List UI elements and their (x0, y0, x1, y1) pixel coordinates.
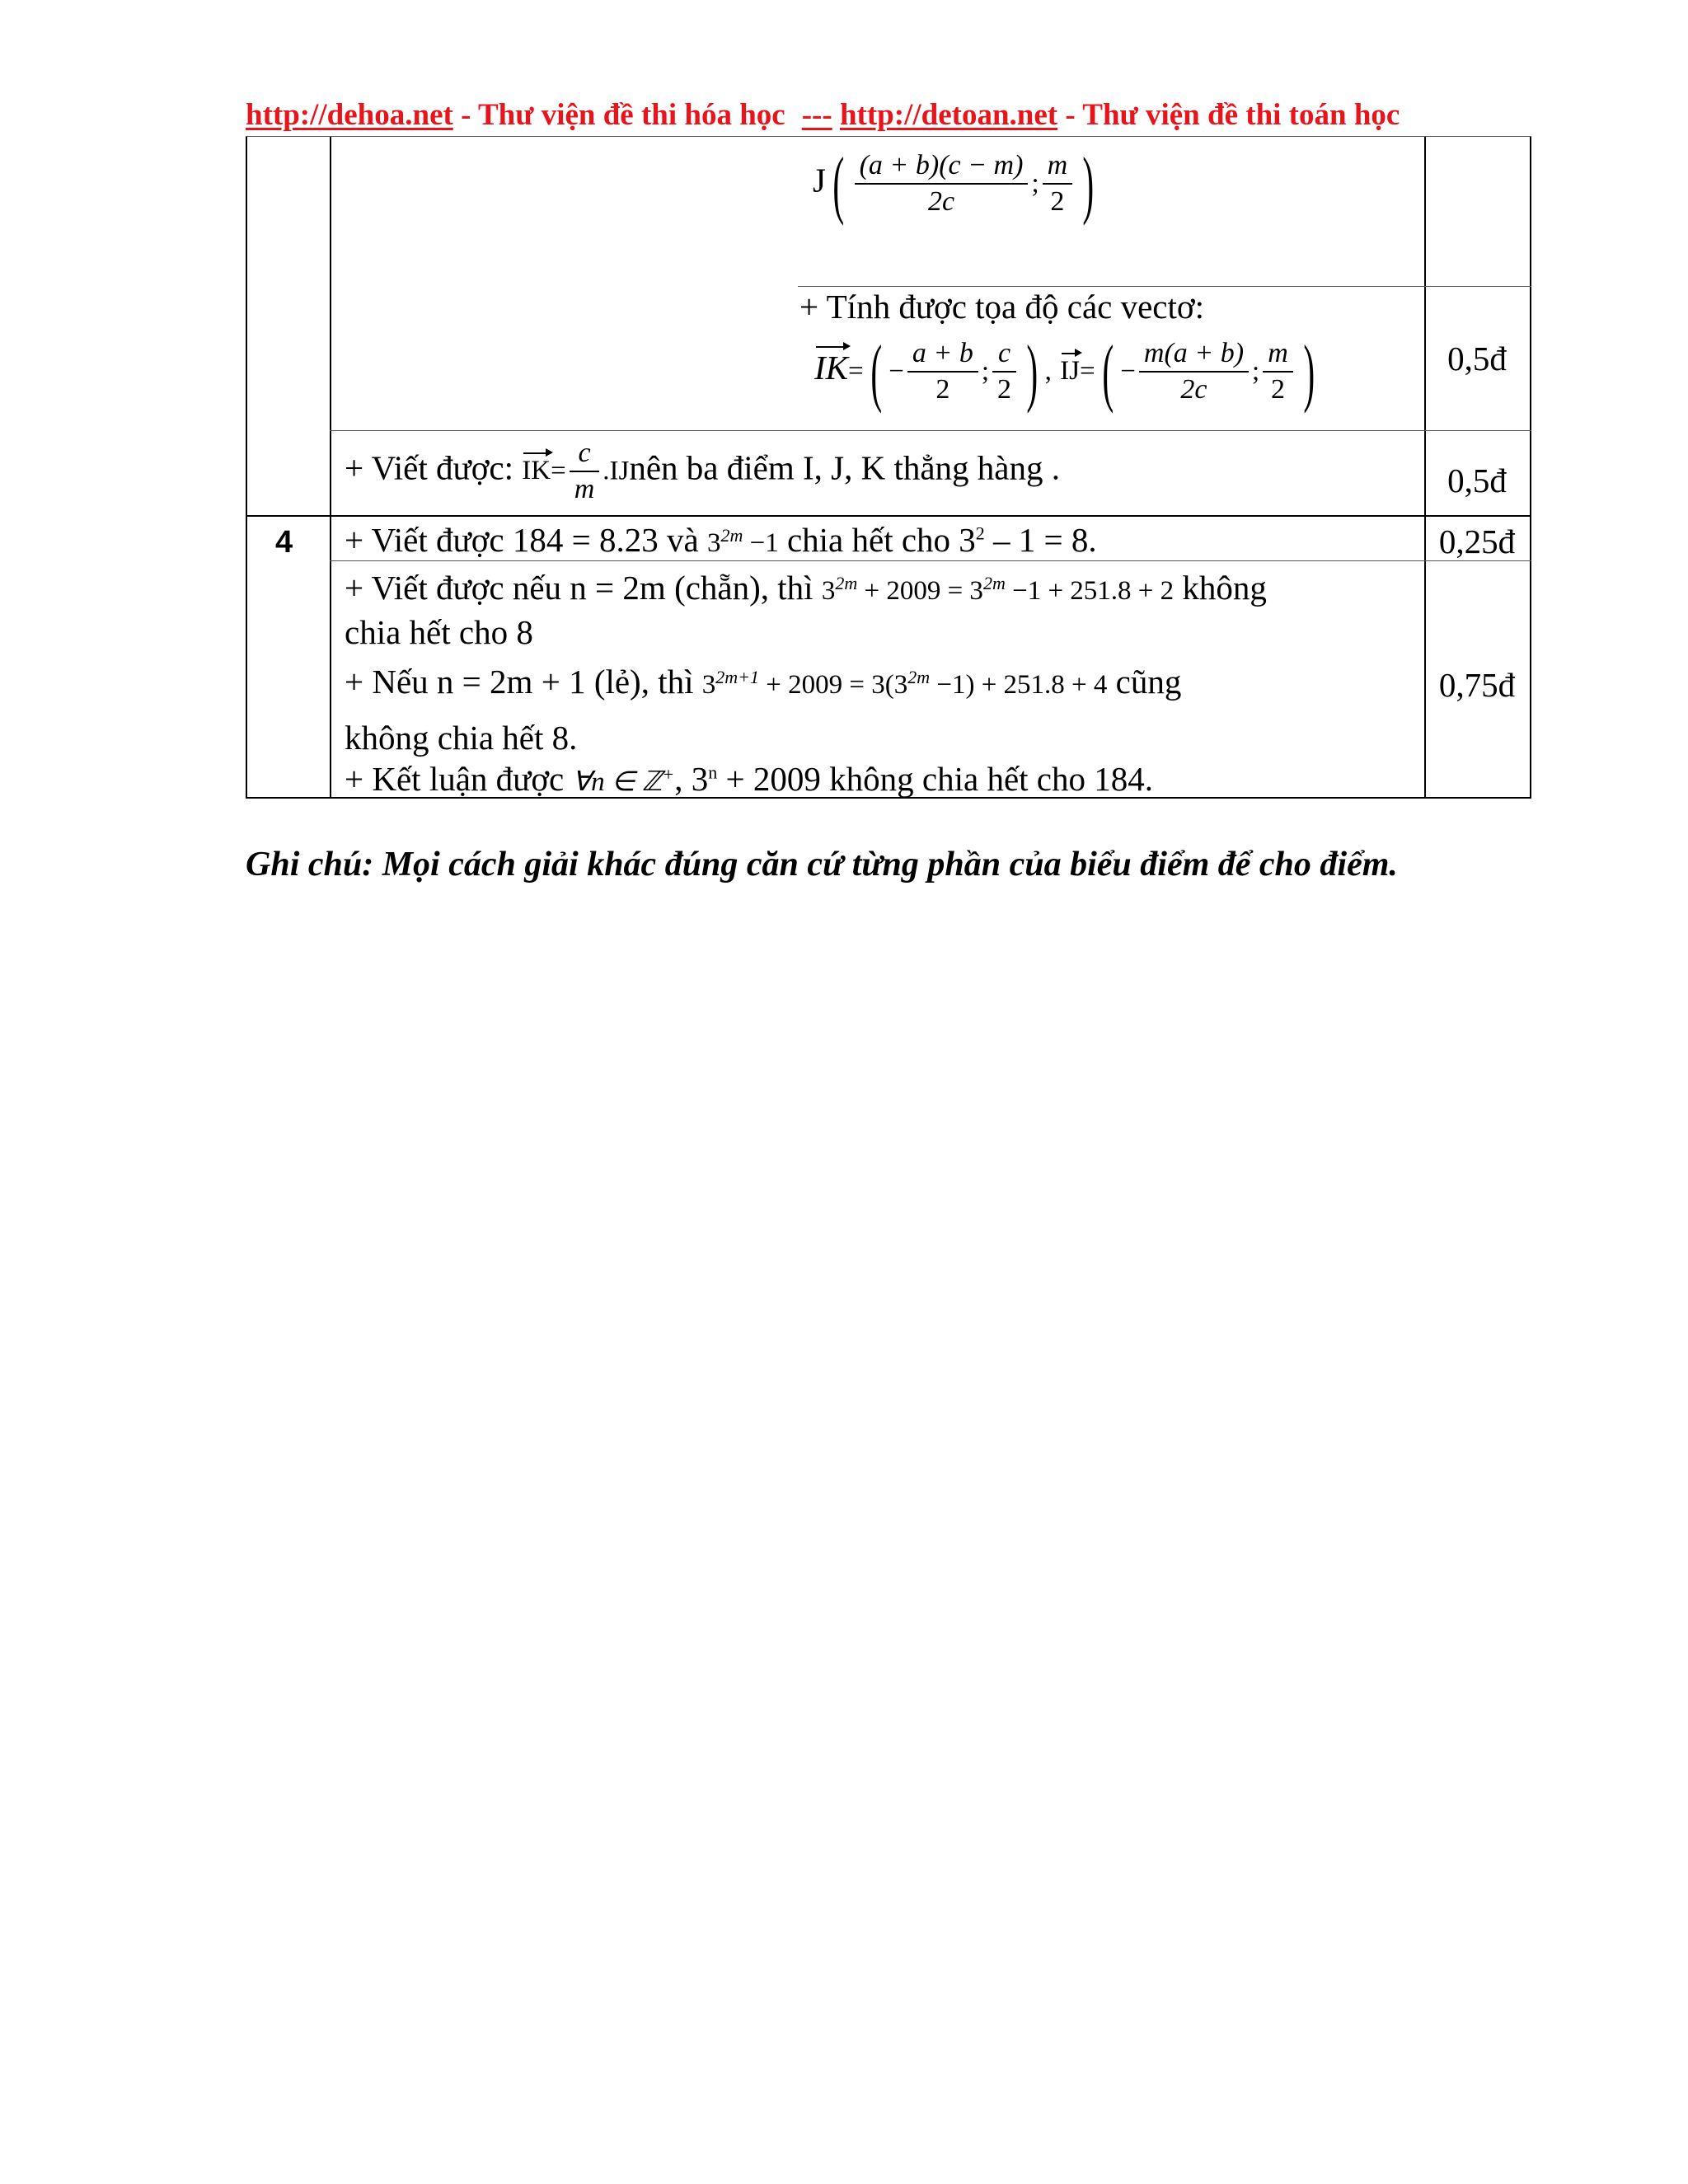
vectors-comma: , (1044, 356, 1052, 387)
vector-ij-label: IJ (1060, 356, 1080, 387)
footnote: Ghi chú: Mọi cách giải khác đúng căn cứ từng phần của biểu điểm để cho điểm. (246, 846, 1398, 883)
vectors-formula: IK=( − $\frac{a + b}{2}$ ; $\frac{c}{2}$ ) , IJ=( − $\frac{m(a + b)}{2c}$ ; $\frac{m}{2}$ ) (814, 330, 1315, 414)
ij-frac-den: 2c (1180, 374, 1207, 405)
q4-line1-tail: −1 (743, 528, 779, 558)
table-inner-rule-1 (798, 286, 1531, 287)
q4-line1-b: chia hết cho 3 (778, 521, 976, 559)
q4-line6-b: , 3 (674, 760, 709, 798)
ik-frac-den: 2 (935, 374, 950, 405)
q4-line4 (345, 665, 1181, 699)
j-coordinate: J( $\frac{(a + b)(c - m)}{2c}$ ; $\frac{m}{2}$ ) (813, 142, 1095, 226)
header-text-dehoa: - Thư viện đề thi hóa học (452, 98, 785, 132)
table-border-left-lower (246, 515, 247, 799)
j-frac2-den: 2 (1050, 186, 1065, 217)
q4-line1-c: – 1 = 8. (984, 521, 1097, 559)
vectors-intro: + Tính được tọa độ các vectơ: (799, 288, 1204, 326)
question-number-4: 4 (275, 525, 293, 560)
table-row-divider-q4 (246, 515, 1531, 517)
q4-line6-a: + Kết luận được (345, 760, 573, 798)
j-sep: ; (1031, 168, 1039, 199)
header-text-detoan: - Thư viện đề thi toán học (1057, 98, 1400, 132)
vector-ik-minus: − (889, 356, 904, 387)
table-top-border (246, 136, 1531, 137)
q4-line4-a: + Nếu n = 2m + 1 (lẻ), thì (345, 663, 702, 701)
ik-frac2-num: c (992, 340, 1016, 373)
q4-line5: không chia hết 8. (345, 719, 578, 757)
q4-line2 (345, 571, 1267, 605)
vector-ik-eq: = (848, 356, 864, 387)
q4-line1-exp: 2m (720, 525, 743, 546)
q4-line6-m-exp: + (662, 764, 675, 785)
q4-line1-a: + Viết được 184 = 8.23 và (345, 521, 707, 559)
q4-line1-base: 3 (706, 528, 721, 558)
header-link-detoan[interactable]: http://detoan.net (839, 98, 1058, 132)
j-frac-den: 2c (927, 186, 955, 217)
collinear-frac-den: m (574, 474, 595, 504)
q4-line4-b: cũng (1107, 663, 1182, 701)
score-vectors: 0,5đ (1447, 340, 1507, 377)
q4-line2-b: không (1174, 569, 1267, 607)
answer-table (246, 136, 1531, 799)
collinear-suffix: nên ba điểm I, J, K thẳng hàng . (629, 448, 1060, 487)
q4-line2-m1-exp: 2m (835, 573, 858, 593)
q4-line1-b-exp: 2 (975, 523, 985, 544)
j-frac-num: (a + b)(c − m) (855, 152, 1029, 185)
q4-line4-m2: + 2009 = 3(3 (758, 670, 908, 700)
ij-frac-num: m(a + b) (1139, 340, 1249, 373)
j-frac2-num: m (1043, 152, 1073, 185)
q4-line6-b-exp: n (708, 762, 718, 783)
ij-sep: ; (1252, 356, 1260, 387)
vector-ik-label: IK (814, 349, 848, 387)
score-collinear: 0,5đ (1447, 462, 1507, 499)
score-q4-part2: 0,75đ (1438, 666, 1516, 704)
q4-line2-m2-exp: 2m (982, 573, 1006, 593)
collinear-prefix: + Viết được: (345, 448, 523, 487)
collinear-line (345, 439, 1060, 504)
j-label: J (813, 161, 826, 199)
q4-line3: chia hết cho 8 (345, 613, 533, 651)
collinear-frac-num: c (570, 439, 600, 472)
ij-frac2-den: 2 (1271, 374, 1285, 405)
q4-line4-m1: 3 (701, 670, 716, 700)
q4-line6-m: ∀n ∈ ℤ (572, 767, 663, 797)
header-link-dehoa[interactable]: http://dehoa.net (246, 98, 453, 132)
q4-line1 (345, 523, 1097, 557)
ik-frac2-den: 2 (997, 374, 1012, 405)
collinear-eq: = (551, 456, 566, 486)
q4-line2-m1: 3 (821, 576, 836, 606)
q4-line2-m2: + 2009 = 3 (857, 576, 983, 606)
score-q4-part1: 0,25đ (1438, 523, 1516, 560)
table-inner-rule-3 (330, 560, 1531, 561)
ik-sep: ; (981, 356, 990, 387)
q4-line4-m1-exp: 2m+1 (715, 667, 759, 687)
vector-ij-minus: − (1120, 356, 1136, 387)
q4-line6 (345, 762, 1153, 796)
vector-ij-eq: = (1080, 356, 1095, 387)
table-col-divider-1 (330, 136, 331, 799)
ik-frac-num: a + b (907, 340, 978, 373)
q4-line2-a: + Viết được nếu n = 2m (chẵn), thì (345, 569, 822, 607)
table-inner-rule-2 (330, 430, 1531, 431)
q4-line4-m2-exp: 2m (907, 667, 931, 687)
q4-line6-c: + 2009 không chia hết cho 184. (717, 760, 1153, 798)
collinear-ij: .IJ (603, 456, 630, 486)
ij-frac2-num: m (1263, 340, 1293, 373)
q4-line4-m3: −1) + 251.8 + 4 (930, 670, 1108, 700)
header-dashes: --- (801, 98, 832, 132)
table-border-left-upper (246, 136, 247, 515)
collinear-ik: IK (522, 456, 551, 486)
q4-line2-m3: −1 + 251.8 + 2 (1005, 576, 1175, 606)
page-header (246, 97, 1531, 140)
